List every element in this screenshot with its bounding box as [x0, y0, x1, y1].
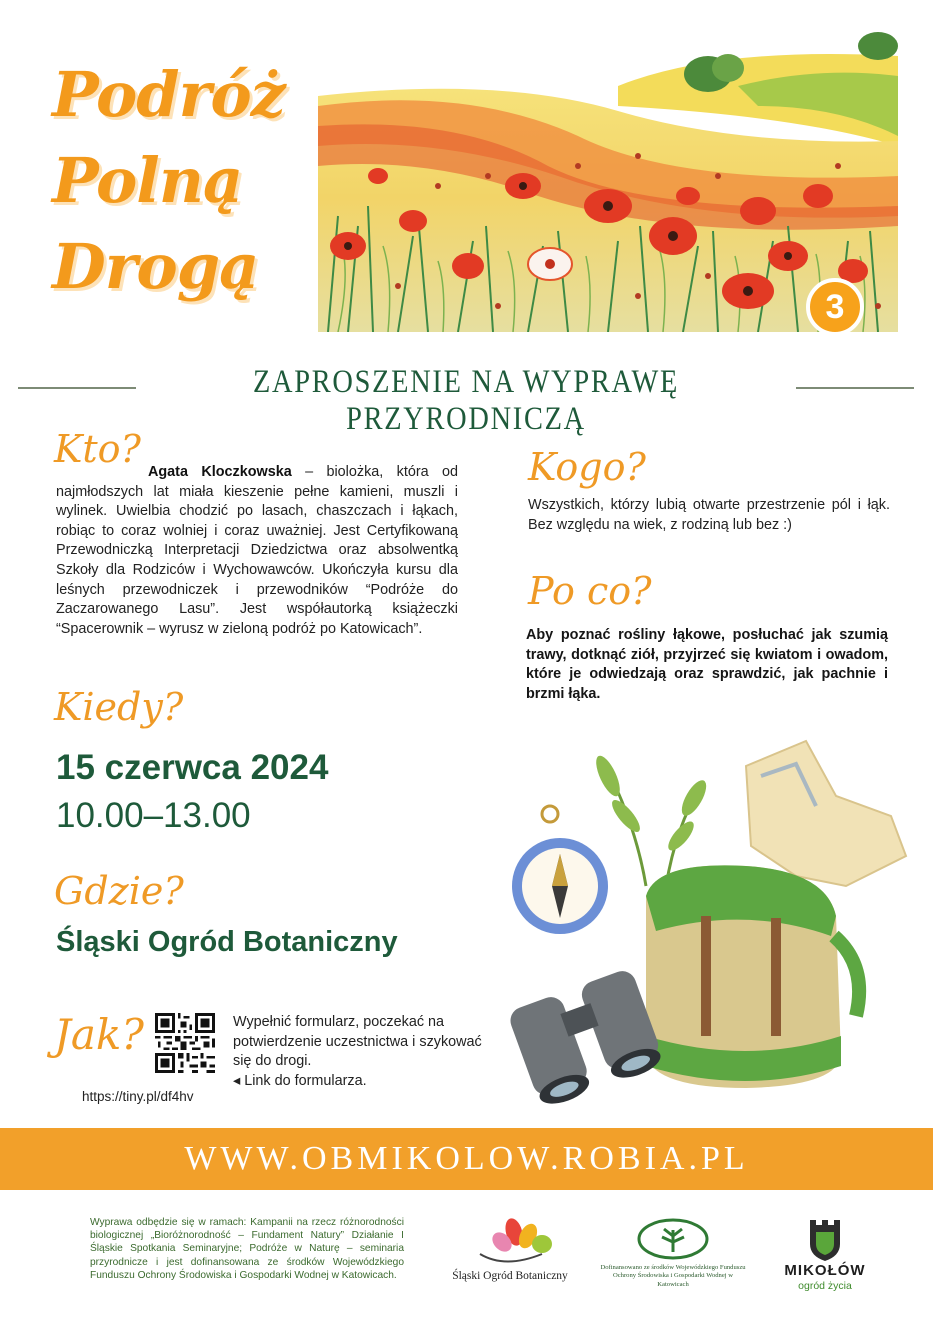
invitation-heading: ZAPROSZENIE NA WYPRAWĘ PRZYRODNICZĄ — [252, 364, 680, 437]
fund-logo-text: Dofinansowano ze środków Wojewódzkiego Funduszu Ochrony Środowiska i Gospodarki Wodnej w Katowicach — [600, 1264, 746, 1288]
event-date: 15 czerwca 2024 — [56, 748, 329, 787]
how-heading: Jak? — [54, 1010, 144, 1059]
invitation-heading-row — [0, 364, 933, 437]
expedition-gear-illustration — [496, 736, 916, 1106]
where-heading: Gdzie? — [54, 869, 184, 913]
title-line-1: Podróż — [52, 58, 285, 131]
short-url-link[interactable]: https://tiny.pl/df4hv — [82, 1089, 194, 1104]
how-instructions: Wypełnić formularz, poczekać na potwierdzenie uczestnictwa i szykować się do drogi. — [233, 1014, 482, 1070]
why-paragraph: Aby poznać rośliny łąkowe, posłuchać jak szumią trawy, dotknąć ziół, przyjrzeć się kwiatom i owadom, które je odwiedzają oraz sprawdzić, jak pachnie i brzmi łąka. — [526, 627, 888, 702]
funding-note: Wyprawa odbędzie się w ramach: Kampanii na rzecz różnorodności biologicznej „Bioróżnorodność – Fundament Natury” Działanie I Śląskie Spotkania Seminaryjne; Podróże w Naturę – seminaria przyrodnicze i jest dofinansowana ze środków Wojewódzkiego Funduszu Ochrony Środowiska i Gospodarki Wodnej w Katowicach. — [90, 1217, 404, 1281]
title-line-2: Polną — [52, 144, 243, 217]
who-heading: Kto? — [54, 427, 141, 471]
when-heading: Kiedy? — [54, 685, 184, 729]
qr-code[interactable] — [155, 1013, 215, 1073]
poppy-field-illustration — [318, 26, 898, 332]
form-link[interactable]: ◂ Link do formularza. — [233, 1072, 367, 1089]
guide-name: Agata Kloczkowska — [148, 464, 292, 480]
website-banner — [0, 1128, 933, 1190]
heading-divider-left — [18, 387, 136, 389]
edition-number-badge: 3 — [806, 278, 864, 336]
why-heading: Po co? — [528, 569, 652, 613]
guide-bio: – biolożka, która od najmłodszych lat miała kieszenie pełne kamieni, muszli i wylinek. Uwielbia chodzić po lasach, chaszczach i łąkach, robiąc to coraz wolniej i coraz uważniej. Jest Certyfikowaną Przewodniczką Interpretacji Dziedzictwa oraz absolwentką Szkoły dla Rodziców i Wychowawców. Ukończyła kursu dla leśnych przewodniczek i przewodników “Podróże do Zaczarowanego Lasu”. Jest współautorką książeczki “Spacerownik – wyrusz w zieloną podróż po Katowicach”. — [56, 464, 459, 637]
whom-heading: Kogo? — [528, 445, 646, 489]
heading-divider-right — [796, 387, 914, 389]
mikolow-coat-of-arms — [806, 1218, 844, 1262]
mikolow-logo-name: MIKOŁÓW — [784, 1262, 866, 1279]
fund-logo — [636, 1218, 710, 1260]
botanical-garden-logo-text: Śląski Ogród Botaniczny — [452, 1270, 568, 1282]
how-paragraph — [233, 1013, 493, 1091]
event-hours: 10.00–13.00 — [56, 796, 251, 835]
who-paragraph — [56, 463, 458, 639]
mikolow-logo-tagline: ogród życia — [798, 1280, 852, 1292]
title-line-3: Drogą — [52, 230, 259, 303]
website-url[interactable]: WWW.OBMIKOLOW.ROBIA.PL — [184, 1140, 749, 1177]
whom-paragraph: Wszystkich, którzy lubią otwarte przestrzenie pól i łąk. Bez względu na wiek, z rodziną lub bez :) — [528, 497, 890, 533]
event-place: Śląski Ogród Botaniczny — [56, 926, 398, 958]
